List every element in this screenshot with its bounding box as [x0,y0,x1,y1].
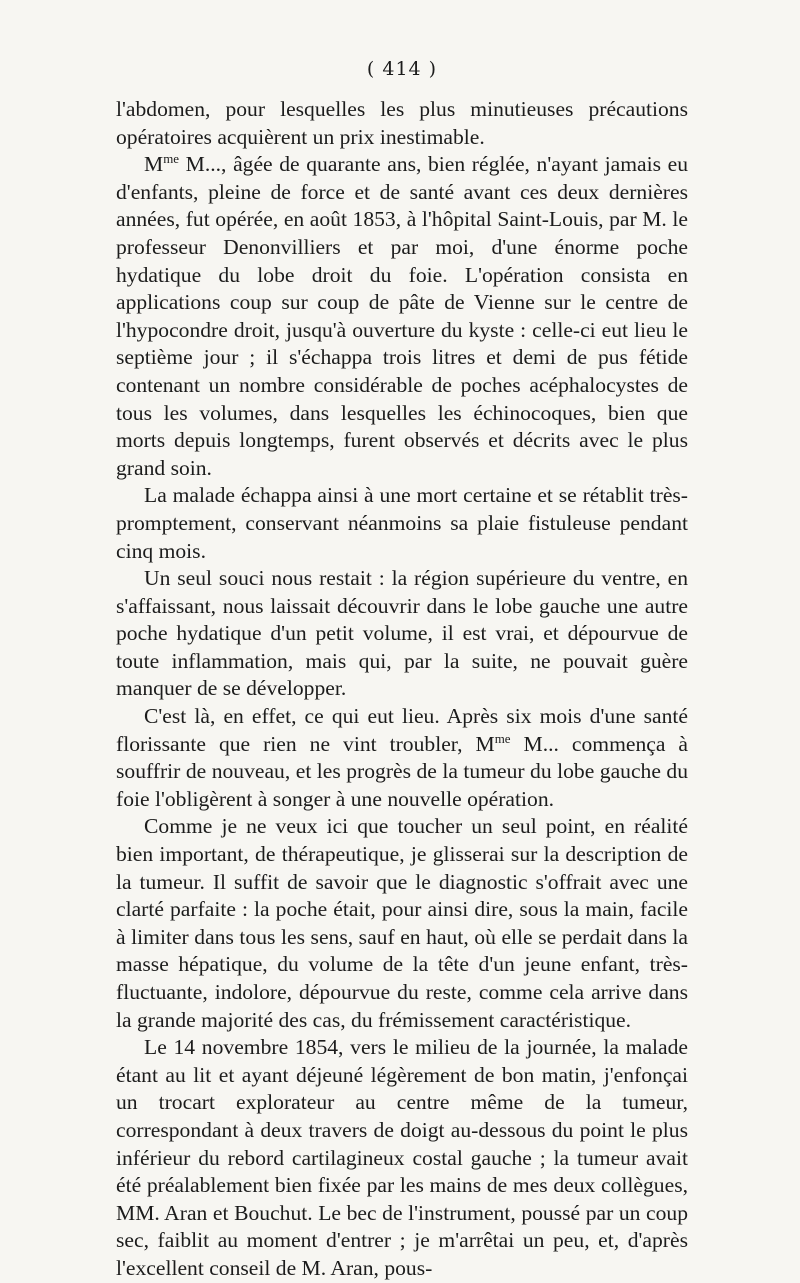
text-run: M..., âgée de quarante ans, bien réglée, n'ayant jamais eu d'enfants, pleine de force et de santé avant ces deux dernières années, fut opérée, en août 1853, à l'hôpital Saint-Louis, par M. le professeur Denonvilliers et par moi, d'une énorme poche hydatique du lobe droit du foie. L'opération consista en applications coup sur coup de pâte de Vienne sur le centre de l'hypocondre droit, jusqu'à ouverture du kyste : celle-ci eut lieu le septième jour ; il s'échappa trois litres et demi de pus fétide contenant un nombre considérable de poches acéphalocystes de tous les volumes, dans lesquelles les échinocoques, bien que morts depuis longtemps, furent observés et décrits avec le plus grand soin. [116,152,688,480]
body-text [116,96,688,1283]
text-run: l'abdomen, pour lesquelles les plus minutieuses précautions opératoires acquièrent un prix inestimable. [116,97,688,149]
superscript: me [163,151,180,166]
text-run: Comme je ne veux ici que toucher un seul point, en réalité bien important, de thérapeutique, je glisserai sur la description de la tumeur. Il suffit de savoir que le diagnostic s'offrait avec une clarté parfaite : la poche était, pour ainsi dire, sous la main, facile à limiter dans tous les sens, sauf en haut, où elle se perdait dans la masse hépatique, du volume de la tête d'un jeune enfant, très-fluctuante, indolore, dépourvue du reste, comme cela arrive dans la grande majorité des cas, du frémissement caractéristique. [116,814,688,1032]
paragraph [116,813,688,1034]
paragraph [116,151,688,482]
text-run: Le 14 novembre 1854, vers le milieu de la journée, la malade étant au lit et ayant déjeuné légèrement de bon matin, j'enfonçai un trocart explorateur au centre même de la tumeur, correspondant à deux travers de doigt au-dessous du point le plus inférieur du rebord cartilagineux costal gauche ; la tumeur avait été préalablement bien fixée par les mains de mes deux collègues, MM. Aran et Bouchut. Le bec de l'instrument, poussé par un coup sec, faiblit au moment d'entrer ; je m'arrêtai un peu, et, d'après l'excellent conseil de M. Aran, pous- [116,1035,688,1280]
text-run: Un seul souci nous restait : la région supérieure du ventre, en s'affaissant, nous laissait découvrir dans le lobe gauche une autre poche hydatique d'un petit volume, il est vrai, et dépourvue de toute inflammation, mais qui, par la suite, ne pouvait guère manquer de se développer. [116,566,688,701]
page-number: ( 414 ) [366,58,438,80]
paragraph [116,703,688,813]
text-run: La malade échappa ainsi à une mort certaine et se rétablit très-promptement, conservant néanmoins sa plaie fistuleuse pendant cinq mois. [116,483,688,563]
text-run: M [144,152,164,177]
paragraph [116,482,688,565]
text-run: C'est là, en effet, ce qui eut lieu. Après six mois d'une santé florissante que rien ne vint troubler, M [116,704,688,756]
paragraph [116,565,688,703]
paragraph [116,1034,688,1282]
text-run: M... commença à souffrir de nouveau, et les progrès de la tumeur du lobe gauche du foie l'obligèrent à songer à une nouvelle opération. [116,731,689,811]
paragraph [116,96,688,151]
superscript: me [494,730,511,746]
